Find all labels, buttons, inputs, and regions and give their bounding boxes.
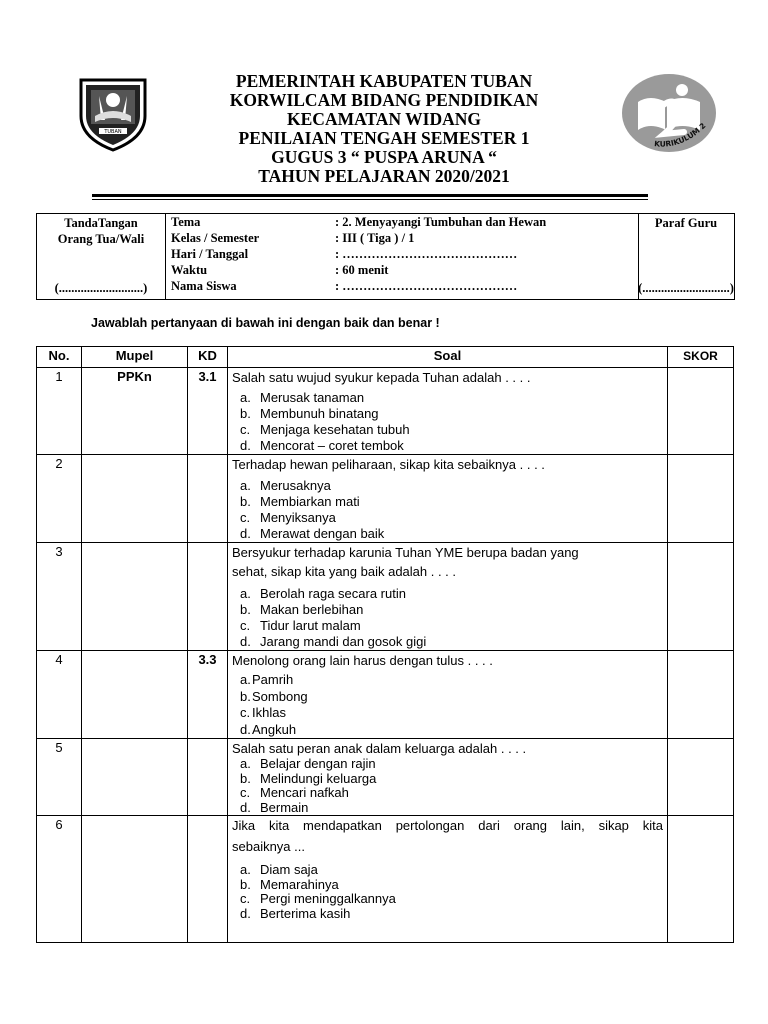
answer-option[interactable]: [240, 801, 663, 816]
answer-options: [232, 757, 663, 815]
option-text: Jarang mandi dan gosok gigi: [260, 634, 427, 649]
question-cell: [228, 816, 668, 943]
answer-option[interactable]: [240, 892, 663, 907]
kd-cell: 3.1: [188, 368, 228, 455]
answer-option[interactable]: [240, 672, 663, 689]
question-stem: Bersyukur terhadap karunia Tuhan YME berupa badan yang: [232, 545, 579, 560]
table-row: [37, 816, 734, 943]
identity-box: [36, 213, 735, 300]
class-semester-label: Kelas / Semester: [171, 231, 260, 245]
question-number: 2: [37, 455, 82, 543]
answer-option[interactable]: [240, 478, 663, 494]
option-text: Merusak tanaman: [260, 390, 365, 405]
score-cell[interactable]: [668, 543, 734, 651]
question-number: 4: [37, 651, 82, 739]
option-text: Membunuh binatang: [260, 406, 379, 421]
class-semester-value: : III ( Tiga ) / 1: [335, 231, 415, 245]
letterhead-line: PEMERINTAH KABUPATEN TUBAN: [235, 71, 533, 91]
answer-option[interactable]: [240, 757, 663, 772]
answer-option[interactable]: [240, 422, 663, 438]
answer-options: [232, 390, 663, 454]
answer-option[interactable]: [240, 634, 663, 650]
table-header-row: [37, 347, 734, 368]
parent-signature-label-2: Orang Tua/Wali: [57, 232, 145, 246]
question-cell: [228, 543, 668, 651]
option-text: Berterima kasih: [260, 905, 351, 921]
option-letter: c.: [240, 618, 251, 633]
subject-cell: [82, 651, 188, 739]
answer-option[interactable]: [240, 786, 663, 801]
question-table: [36, 346, 734, 943]
option-text: Memarahinya: [260, 876, 339, 892]
svg-text:TUBAN: TUBAN: [104, 129, 122, 135]
letterhead-line: TAHUN PELAJARAN 2020/2021: [258, 166, 510, 186]
answer-option[interactable]: [240, 602, 663, 618]
option-text: Pergi meninggalkannya: [260, 891, 396, 906]
option-letter: c.: [240, 705, 251, 720]
kurikulum-logo-text: KURIKULUM 2: [653, 121, 708, 149]
option-text: Mencorat – coret tembok: [260, 438, 404, 453]
day-date-label: Hari / Tanggal: [171, 247, 249, 261]
question-stem: Salah satu wujud syukur kepada Tuhan adalah . . . .: [232, 370, 531, 385]
option-letter: a.: [240, 586, 251, 601]
option-letter: d.: [240, 799, 251, 815]
option-letter: b.: [240, 406, 251, 421]
option-letter: b.: [240, 602, 251, 617]
time-label: Waktu: [171, 263, 208, 277]
table-row: [37, 368, 734, 455]
option-letter: c.: [240, 510, 251, 525]
letterhead-rule-thin: [92, 199, 648, 200]
option-letter: a.: [240, 862, 251, 877]
score-cell[interactable]: [668, 816, 734, 943]
option-letter: a.: [240, 390, 251, 405]
option-letter: c.: [240, 785, 251, 800]
answer-option[interactable]: [240, 510, 663, 526]
option-letter: d.: [240, 438, 251, 453]
option-text: Sombong: [252, 688, 308, 704]
option-text: Belajar dengan rajin: [260, 756, 376, 771]
column-header-skor: SKOR: [668, 347, 734, 368]
score-cell[interactable]: [668, 455, 734, 543]
subject-cell: [82, 455, 188, 543]
option-letter: c.: [240, 891, 251, 906]
answer-options: [232, 478, 663, 542]
option-text: Diam saja: [260, 862, 318, 877]
teacher-initial-label: Paraf Guru: [654, 216, 718, 230]
option-text: Makan berlebihan: [260, 602, 364, 617]
option-text: Merusaknya: [260, 478, 331, 493]
student-name-field[interactable]: : ……………………………………: [335, 279, 518, 293]
question-cell: [228, 739, 668, 816]
column-header-no: No.: [37, 347, 82, 368]
answer-option[interactable]: [240, 722, 663, 739]
option-text: Membiarkan mati: [260, 494, 360, 509]
option-text: Menjaga kesehatan tubuh: [260, 422, 410, 437]
answer-option[interactable]: [240, 618, 663, 634]
table-row: [37, 543, 734, 651]
answer-options: [232, 863, 663, 921]
option-letter: b.: [240, 876, 251, 892]
subject-cell: [82, 543, 188, 651]
option-text: Angkuh: [252, 721, 297, 737]
subject-cell: PPKn: [82, 368, 188, 455]
tuban-regency-crest-icon: [77, 76, 149, 152]
option-letter: a.: [240, 478, 251, 493]
option-text: Mencari nafkah: [260, 785, 349, 800]
option-text: Bermain: [260, 799, 309, 815]
column-header-mupel: Mupel: [82, 347, 188, 368]
option-letter: b.: [240, 688, 251, 704]
question-cell: [228, 368, 668, 455]
table-row: [37, 455, 734, 543]
student-name-label: Nama Siswa: [171, 279, 237, 293]
option-letter: a.: [240, 672, 251, 687]
answer-option[interactable]: [240, 705, 663, 722]
option-letter: a.: [240, 756, 251, 771]
question-stem: Jika kita mendapatkan pertolongan dari orang lain, sikap kita: [232, 818, 663, 833]
teacher-initial-line[interactable]: (............................): [638, 281, 734, 295]
question-stem: Salah satu peran anak dalam keluarga adalah . . . .: [232, 741, 527, 756]
question-cell: [228, 455, 668, 543]
subject-cell: [82, 739, 188, 816]
parent-signature-line[interactable]: (...........................): [54, 281, 148, 295]
kd-cell: [188, 455, 228, 543]
letterhead-line: GUGUS 3 “ PUSPA ARUNA “: [271, 147, 497, 167]
table-row: [37, 739, 734, 816]
answer-option[interactable]: [240, 772, 663, 787]
answer-option[interactable]: [240, 494, 663, 510]
option-text: Ikhlas: [252, 705, 286, 720]
kd-cell: [188, 816, 228, 943]
letterhead-line: KORWILCAM BIDANG PENDIDIKAN: [229, 90, 539, 110]
answer-option[interactable]: [240, 878, 663, 893]
column-header-soal: Soal: [228, 347, 668, 368]
score-cell[interactable]: [668, 739, 734, 816]
kd-cell: 3.3: [188, 651, 228, 739]
question-number: 1: [37, 368, 82, 455]
answer-option[interactable]: [240, 390, 663, 406]
time-value: : 60 menit: [335, 263, 389, 277]
option-letter: c.: [240, 422, 251, 437]
teacher-initial-cell: [638, 214, 734, 299]
parent-signature-label: TandaTangan: [64, 216, 138, 230]
answer-options: [232, 672, 663, 738]
letterhead-line: KECAMATAN WIDANG: [287, 109, 481, 129]
question-stem: Terhadap hewan peliharaan, sikap kita sebaiknya . . . .: [232, 457, 545, 472]
letterhead: [160, 72, 608, 186]
answer-option[interactable]: [240, 438, 663, 454]
option-letter: d.: [240, 721, 251, 737]
answer-option[interactable]: [240, 689, 663, 706]
option-letter: d.: [240, 526, 251, 541]
kd-cell: [188, 543, 228, 651]
option-text: Merawat dengan baik: [260, 526, 385, 541]
instruction-text: Jawablah pertanyaan di bawah ini dengan baik dan benar !: [91, 316, 440, 330]
option-letter: d.: [240, 634, 251, 649]
score-cell[interactable]: [668, 651, 734, 739]
option-text: Menyiksanya: [260, 510, 336, 525]
option-letter: b.: [240, 770, 251, 786]
theme-label: Tema: [171, 215, 201, 229]
table-row: [37, 651, 734, 739]
answer-option[interactable]: [240, 907, 663, 922]
kd-cell: [188, 739, 228, 816]
question-stem-continued: sehat, sikap kita yang baik adalah . . . .: [232, 564, 457, 579]
question-number: 6: [37, 816, 82, 943]
question-number: 5: [37, 739, 82, 816]
option-text: Pamrih: [252, 672, 294, 687]
question-stem-continued: sebaiknya ...: [232, 839, 305, 854]
answer-option[interactable]: [240, 863, 663, 878]
score-cell[interactable]: [668, 368, 734, 455]
question-stem: Menolong orang lain harus dengan tulus . . . .: [232, 653, 493, 668]
exam-details-cell: [165, 214, 639, 299]
answer-options: [232, 586, 663, 650]
theme-value: : 2. Menyayangi Tumbuhan dan Hewan: [335, 215, 547, 229]
kurikulum-2013-logo-icon: [620, 72, 718, 154]
option-text: Tidur larut malam: [260, 618, 361, 633]
question-cell: [228, 651, 668, 739]
answer-option[interactable]: [240, 586, 663, 602]
question-number: 3: [37, 543, 82, 651]
answer-option[interactable]: [240, 526, 663, 542]
subject-cell: [82, 816, 188, 943]
option-text: Berolah raga secara rutin: [260, 586, 406, 601]
answer-option[interactable]: [240, 406, 663, 422]
letterhead-line: PENILAIAN TENGAH SEMESTER 1: [238, 128, 530, 148]
parent-signature-cell: [37, 214, 166, 299]
option-letter: b.: [240, 494, 251, 509]
option-text: Melindungi keluarga: [260, 770, 377, 786]
letterhead-rule-thick: [92, 194, 648, 197]
day-date-field[interactable]: : ……………………………………: [335, 247, 518, 261]
option-letter: d.: [240, 905, 251, 921]
column-header-kd: KD: [188, 347, 228, 368]
